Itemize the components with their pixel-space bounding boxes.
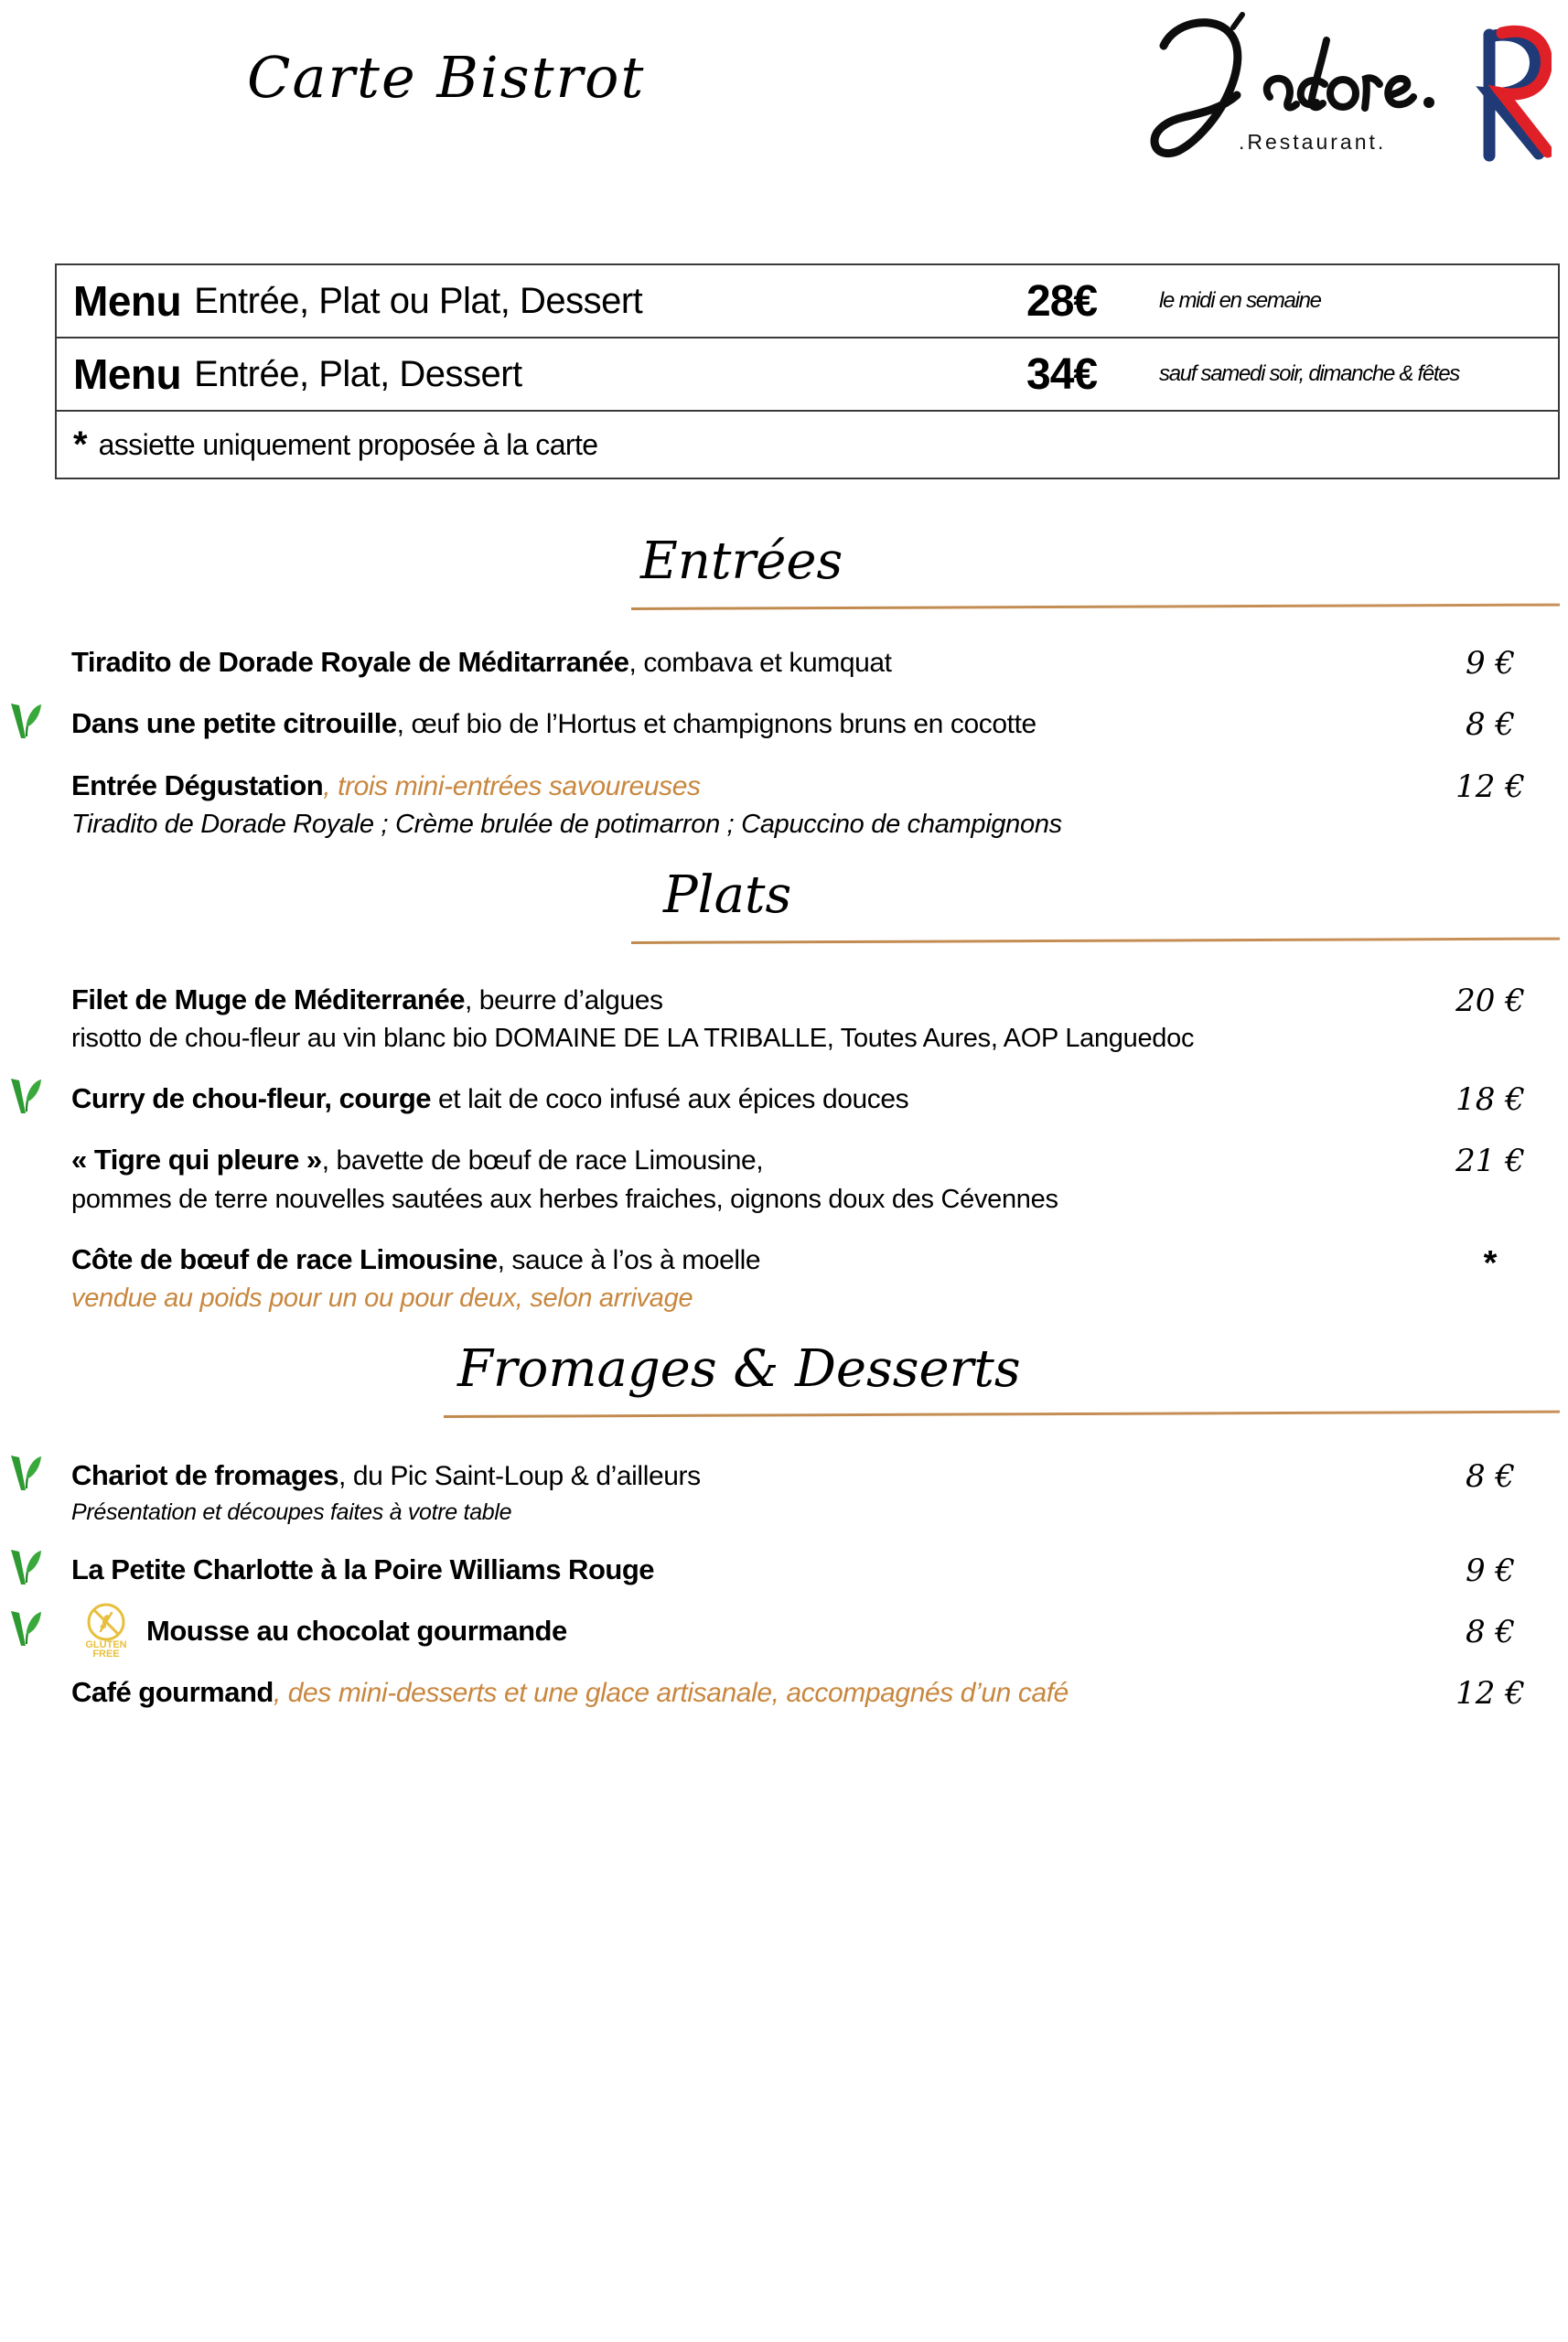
menu-description: Entrée, Plat ou Plat, Dessert	[194, 280, 643, 321]
menu-item-price: 20 €	[1455, 982, 1525, 1019]
menu-label: Menu	[73, 350, 182, 398]
leaf-vegetarian-icon	[7, 1607, 42, 1648]
section-divider	[444, 1410, 1560, 1417]
menu-item-headline	[71, 768, 1412, 804]
menu-item	[0, 644, 1568, 682]
menu-item	[0, 1613, 1568, 1659]
menu-item-name: Côte de bœuf de race Limousine	[71, 1242, 498, 1275]
section-title: Fromages & Desserts	[457, 1338, 1021, 1399]
menu-formula-box	[55, 263, 1560, 479]
menu-item-price: *	[1483, 1243, 1498, 1283]
menu-item-price: 9 €	[1465, 1552, 1516, 1589]
footnote-asterisk: *	[73, 424, 88, 465]
menu-condition: sauf samedi soir, dimanche & fêtes	[1159, 361, 1459, 386]
svg-text:GLUTEN: GLUTEN	[85, 1638, 127, 1650]
restaurant-logo	[1131, 7, 1552, 177]
menu-item	[0, 982, 1568, 1057]
menu-label: Menu	[73, 277, 182, 325]
section-title: Entrées	[640, 532, 843, 591]
menu-item-name: Dans une petite citrouille	[71, 707, 397, 740]
menu-item-name: « Tigre qui pleure »	[71, 1144, 322, 1176]
section-title: Plats	[663, 865, 792, 925]
menu-item-price: 18 €	[1455, 1081, 1525, 1119]
menu-item	[0, 1241, 1568, 1316]
menu-item-description: , du Pic Saint-Loup & d’ailleurs	[338, 1460, 701, 1491]
menu-condition: le midi en semaine	[1159, 288, 1321, 313]
menu-formula-row	[57, 338, 1558, 412]
menu-item-name: Mousse au chocolat gourmande	[146, 1614, 567, 1647]
menu-item-description: , beurre d’algues	[464, 984, 663, 1015]
menu-price: 28€	[1026, 276, 1098, 326]
menu-item-body	[71, 1080, 1412, 1117]
menu-item-name: Chariot de fromages	[71, 1458, 338, 1491]
page-title: Carte Bistrot	[247, 44, 646, 111]
menu-item-price: 12 €	[1455, 1675, 1525, 1713]
menu-item	[0, 1142, 1568, 1217]
section-header-desserts	[0, 1340, 1568, 1443]
menu-price: 34€	[1026, 349, 1098, 399]
menu-item-subdescription: vendue au poids pour un ou pour deux, selon arrivage	[71, 1283, 693, 1313]
dish-list-entrees	[0, 644, 1568, 843]
menu-item	[0, 768, 1568, 843]
menu-item-body	[71, 705, 1412, 742]
menu-item-description: , œuf bio de l’Hortus et champignons bruns en cocotte	[396, 709, 1036, 740]
dish-list-plats	[0, 982, 1568, 1316]
menu-item-headline	[146, 1613, 1412, 1649]
gluten-free-icon	[81, 1602, 132, 1659]
menu-item-headline	[71, 705, 1412, 742]
menu-item-subdescription: pommes de terre nouvelles sautées aux herbes fraiches, oignons doux des Cévennes	[71, 1184, 1058, 1214]
menu-item-headline	[71, 1552, 1412, 1588]
menu-item-description: , combava et kumquat	[628, 648, 892, 678]
menu-item-price: 8 €	[1465, 1457, 1516, 1495]
logo-subtitle: .Restaurant.	[1239, 130, 1387, 154]
menu-item-headline	[71, 1080, 1412, 1117]
menu-item	[0, 1457, 1568, 1528]
menu-item	[0, 1552, 1568, 1589]
menu-item-subdescription: Présentation et découpes faites à votre table	[71, 1499, 512, 1526]
menu-item-body	[71, 768, 1412, 843]
menu-item-headline	[71, 1674, 1412, 1711]
menu-item-name: La Petite Charlotte à la Poire Williams Rouge	[71, 1552, 654, 1585]
dish-list-desserts	[0, 1457, 1568, 1713]
menu-item-price: 8 €	[1465, 706, 1516, 744]
section-header-entrees	[0, 532, 1568, 635]
menu-item	[0, 1674, 1568, 1712]
leaf-vegetarian-icon	[7, 1546, 42, 1586]
menu-item-description: , bavette de bœuf de race Limousine,	[321, 1145, 764, 1176]
menu-item-subdescription: risotto de chou-fleur au vin blanc bio DOMAINE DE LA TRIBALLE, Toutes Aures, AOP Languedoc	[71, 1024, 1195, 1054]
menu-item-name: Café gourmand	[71, 1676, 274, 1709]
section-divider	[631, 938, 1560, 944]
menu-item-body	[71, 1241, 1412, 1316]
menu-item-headline	[71, 644, 1412, 681]
menu-item-name: Filet de Muge de Méditerranée	[71, 983, 465, 1015]
menu-item-headline	[71, 1142, 1412, 1178]
menu-item-price: 21 €	[1455, 1143, 1525, 1180]
menu-item-price: 9 €	[1465, 645, 1516, 682]
menu-item-price: 12 €	[1455, 768, 1525, 805]
menu-item-subdescription: Tiradito de Dorade Royale ; Crème brulée de potimarron ; Capuccino de champignons	[71, 810, 1062, 840]
leaf-vegetarian-icon	[7, 1075, 42, 1115]
menu-item	[0, 705, 1568, 743]
leaf-vegetarian-icon	[7, 700, 42, 740]
menu-sections	[0, 512, 1568, 1736]
menu-item-description: , des mini-desserts et une glace artisanale, accompagnés d’un café	[273, 1678, 1069, 1709]
section-header-plats	[0, 866, 1568, 969]
menu-item-name: Entrée Dégustation	[71, 768, 324, 801]
menu-item-description: et lait de coco infusé aux épices douces	[431, 1084, 909, 1115]
menu-formula-row	[57, 265, 1558, 338]
svg-text:FREE: FREE	[92, 1648, 120, 1659]
menu-item	[0, 1080, 1568, 1118]
menu-item-headline	[71, 1457, 1412, 1494]
menu-item-body	[71, 982, 1412, 1057]
menu-item-body	[71, 1613, 1412, 1649]
menu-item-name: Tiradito de Dorade Royale de Méditarranée	[71, 646, 629, 678]
menu-item-body	[71, 1674, 1412, 1711]
leaf-vegetarian-icon	[7, 1452, 42, 1492]
menu-item-price: 8 €	[1465, 1613, 1516, 1650]
menu-item-headline	[71, 982, 1412, 1018]
menu-item-name: Curry de chou-fleur, courge	[71, 1082, 432, 1115]
menu-footnote-row	[57, 412, 1558, 478]
menu-item-headline	[71, 1241, 1412, 1278]
menu-item-body	[71, 1142, 1412, 1217]
footnote-text: assiette uniquement proposée à la carte	[98, 427, 598, 461]
menu-item-body	[71, 644, 1412, 681]
logo-monogram-r	[1489, 31, 1548, 156]
menu-item-body	[71, 1457, 1412, 1528]
menu-description: Entrée, Plat, Dessert	[194, 353, 522, 394]
page-header	[0, 0, 1568, 183]
menu-item-description: , sauce à l’os à moelle	[497, 1244, 761, 1275]
menu-item-body	[71, 1552, 1412, 1588]
section-divider	[631, 604, 1560, 610]
menu-item-description: , trois mini-entrées savoureuses	[323, 770, 701, 801]
